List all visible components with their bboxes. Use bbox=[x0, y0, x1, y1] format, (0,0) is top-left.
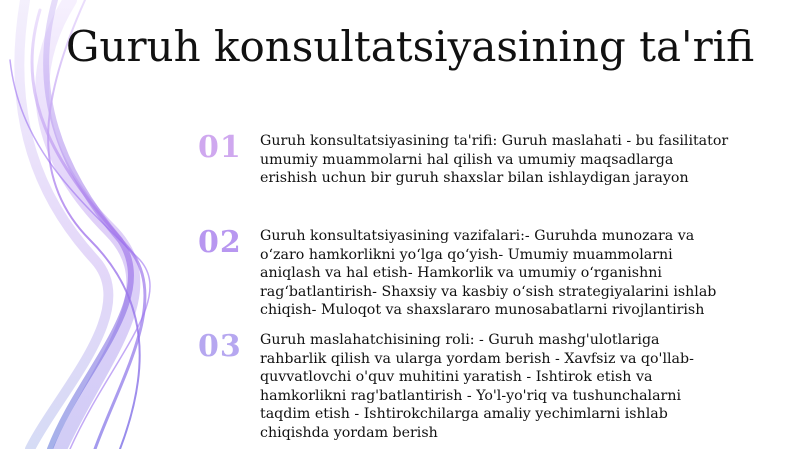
item-number: 01 bbox=[198, 130, 242, 165]
item-text: Guruh konsultatsiyasining vazifalari:- Guruhda munozara va oʻzaro hamkorlikni yoʻlga qoʻyish- Umumiy muammolarni aniqlash va hal etish- Hamkorlik va umumiy oʻrganishni ragʻbatlantirish- Shaxsiy va kasbiy oʻsish strategiyalarini ishlab chiqish- Muloqot va shaxslararo munosabatlarni rivojlantirish bbox=[260, 228, 717, 318]
slide-title: Guruh konsultatsiyasining ta'rifi bbox=[65, 22, 755, 71]
item-text: Guruh konsultatsiyasining ta'rifi: Guruh maslahati - bu fasilitator umumiy muammolarni hal qilish va umumiy maqsadlarga erishish uchun bir guruh shaxslar bilan ishlaydigan jarayon bbox=[260, 133, 729, 186]
item-number: 03 bbox=[198, 329, 242, 364]
item-number: 02 bbox=[198, 225, 242, 260]
item-text: Guruh maslahatchisining roli: - Guruh mashg'ulotlariga rahbarlik qilish va ularga yordam berish - Xavfsiz va qo'llab-quvvatlovchi o'quv muhitini yaratish - Ishtirok etish va hamkorlikni rag'batlantirish - Yo'l-yo'riq va tushunchalarni taqdim etish - Ishtirokchilarga amaliy yechimlarni ishlab chiqishda yordam berish bbox=[260, 332, 694, 441]
